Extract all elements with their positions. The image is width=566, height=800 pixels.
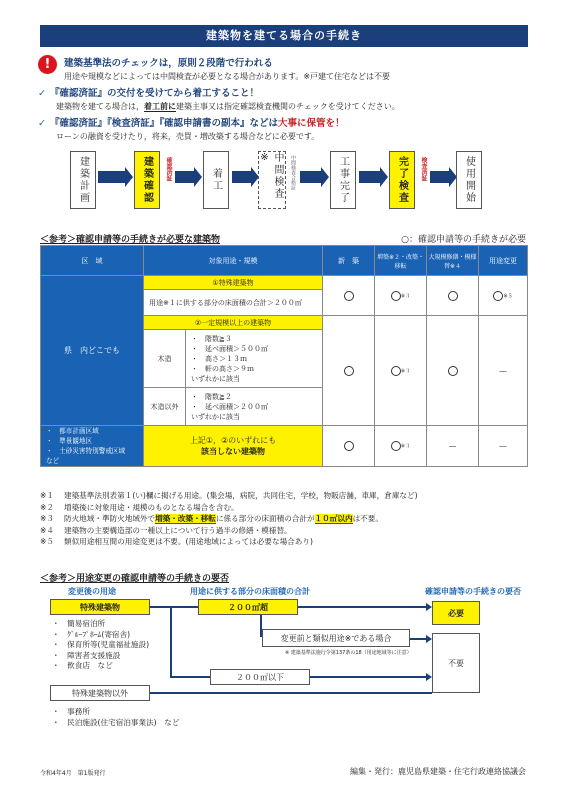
check-icon: ✓ xyxy=(38,118,46,129)
flow-step-start: 着工 xyxy=(203,151,229,209)
h-need: 確認申請等の手続きの要否 xyxy=(425,587,521,596)
cell xyxy=(323,276,375,316)
th-new: 新 築 xyxy=(323,246,375,276)
flow-arrow xyxy=(232,171,252,183)
publisher: 編集・発行：鹿児島県建築・住宅行政連絡協議会 xyxy=(350,767,526,776)
flow-step-interim-inspection: 中間検査※ xyxy=(258,151,286,209)
box-under-200: ２００㎡以下 xyxy=(210,669,310,685)
similar-note: ※ 建築基準法施行令第137条の18（用途地域等に注意） xyxy=(285,650,412,656)
note-3: 防火地域・準防火地域外で増築・改築・移転に係る部分の床面積の合計が１０㎡以内は不要。 xyxy=(64,514,383,524)
area-prefecture: 県 内どこでも xyxy=(41,276,144,426)
note-4: 建築物の主要構造部の一種以上について行う過半の修繕・模様替。 xyxy=(64,525,292,535)
nonwood-label: 木造以外 xyxy=(144,388,186,426)
line xyxy=(150,692,432,694)
th-target: 対象用途・規模 xyxy=(144,246,323,276)
row3-desc: 上記①，②のいずれにも 該当しない建築物 xyxy=(144,426,323,467)
flow-step-complete: 工事完了 xyxy=(330,151,356,209)
cell: ― xyxy=(479,316,528,426)
label-inspection-cert: 検査済証 xyxy=(420,157,427,181)
flow-step-final-inspection: 完了検査 xyxy=(389,151,415,209)
wood-desc: ・ 階数≧３ ・ 延べ面積＞５００㎡ ・ 高さ＞１３ｍ ・ 軒の高さ＞９ｍ いずれかに該当 xyxy=(186,330,323,388)
note-5: 類似用途相互間の用途変更は不要。(用途地域によっては必要な場合あり) xyxy=(64,537,313,547)
cell xyxy=(323,316,375,426)
flow-arrow xyxy=(359,171,381,183)
warning-icon: ! xyxy=(38,55,57,74)
ref2-heading: ＜参考＞用途変更の確認申請等の手続きの要否 xyxy=(40,574,230,584)
line xyxy=(298,606,426,608)
flow-step-use: 使用開始 xyxy=(456,151,482,209)
cell: ― xyxy=(427,426,479,467)
issue-date: 令和4年4月 第1版発行 xyxy=(40,770,106,777)
label-interim-cert: 中間検査合格証 xyxy=(290,155,296,190)
other-list: ・ 事務所 ・ 民泊施設(住宅宿泊事業法) など xyxy=(52,707,180,727)
note-1: 建築基準法別表第１(い)欄に掲げる用途。(集会場，病院，共同住宅，学校，物販店舗，車庫，倉庫など) xyxy=(64,491,418,500)
group-special: ①特殊建築物 xyxy=(144,276,323,290)
th-area: 区 域 xyxy=(41,246,144,276)
line xyxy=(170,676,210,678)
point1-title: 建築基準法のチェックは，原則２段階で行われる xyxy=(64,58,273,69)
point-two-stage-check xyxy=(38,55,528,82)
line xyxy=(150,606,198,608)
th-repair: 大規模修繕・模様替※４ xyxy=(427,246,479,276)
point2-body-post: 建築主事又は指定確認検査機関のチェックを受けてください。 xyxy=(176,102,400,111)
special-list: ・ 簡易宿泊所 ・ ｸﾞﾙｰﾌﾟﾎｰﾑ(寄宿舎) ・ 保育所等(児童福祉施設) ・ 障害者支援施設 ・ 飲食店 など xyxy=(52,619,150,670)
procedure-flow xyxy=(60,145,530,215)
flow-step-plan: 建築計画 xyxy=(70,151,96,209)
check-icon: ✓ xyxy=(38,88,46,99)
wood-label: 木造 xyxy=(144,330,186,388)
flow-step-confirm: 建築確認 xyxy=(134,151,160,209)
cell: ※３ xyxy=(375,276,427,316)
cell xyxy=(323,426,375,467)
notes: ※１ 建築基準法別表第１(い)欄に掲げる用途。(集会場，病院，共同住宅，学校，物販店舗，車庫，倉庫など) ※２ 増築後に対象用途・規模のものとなる場合を含む。 ※３ 防火地域・準防火地域外で増築・改築・移転に係る部分の床面積の合計が１０㎡以内は不要。 ※４ 建築物の主要構造部の一種以上について行う過半の修繕・模様替。 ※５ 類似用途相互間の用途変更は不要。(用途地域によっては必要な場合あり) xyxy=(40,491,418,547)
point2-title: 『確認済証』の交付を受けてから着工すること！ xyxy=(49,88,259,99)
line xyxy=(410,638,426,640)
area-planning: ・ 都市計画区域 ・ 準景観地区 ・ 土砂災害特別警戒区域 など xyxy=(41,426,144,467)
box-over-200: ２００㎡超 xyxy=(198,599,298,615)
th-extension: 増築※２・改築・移転 xyxy=(375,246,427,276)
flow-arrow xyxy=(98,171,126,183)
point3-title-highlight: 大事に保管を！ xyxy=(277,118,345,129)
point-confirm-cert xyxy=(38,85,528,112)
point3-title: 『確認済証』『検査済証』『確認申請書の副本』などは xyxy=(49,118,278,129)
cell xyxy=(427,316,479,426)
row1-desc: 用途※１に供する部分の床面積の合計＞２００㎡ xyxy=(144,290,323,316)
cell: ※３ xyxy=(375,426,427,467)
point1-body: 用途や規模などによっては中間検査が必要となる場合があります。※戸建て住宅などは不要 xyxy=(64,72,391,81)
cell: ※３ xyxy=(375,316,427,426)
box-need: 必要 xyxy=(432,601,480,625)
cell: ― xyxy=(479,426,528,467)
h-area: 用途に供する部分の床面積の合計 xyxy=(190,587,310,596)
flow-arrow xyxy=(300,171,322,183)
ref1-heading: ＜参考＞確認申請等の手続きが必要な建築物 xyxy=(40,235,221,245)
group-large: ②一定規模以上の建築物 xyxy=(144,316,323,330)
th-use-change: 用途変更 xyxy=(479,246,528,276)
note-2: 増築後に対象用途・規模のものとなる場合を含む。 xyxy=(64,502,239,512)
page-title: 建築物を建てる場合の手続き xyxy=(40,25,528,47)
cell: ※５ xyxy=(479,276,528,316)
point2-body-highlight: 着工前に xyxy=(144,102,176,111)
flow-arrow xyxy=(175,171,195,183)
line xyxy=(310,676,426,678)
use-change-diagram xyxy=(40,583,530,733)
box-other: 特殊建築物以外 xyxy=(50,685,150,701)
point3-body: ローンの融資を受けたり，将来，売買・増改築する場合などに必要です。 xyxy=(56,132,320,141)
label-confirm-cert: 確認済証 xyxy=(165,157,172,181)
box-noneed: 不要 xyxy=(432,633,480,693)
box-special: 特殊建築物 xyxy=(50,599,150,615)
line xyxy=(170,606,172,678)
requirement-table xyxy=(40,245,528,467)
box-similar: 変更前と類似用途※である場合 xyxy=(262,629,410,647)
point-keep-documents xyxy=(38,115,528,142)
flow-arrow xyxy=(430,171,450,183)
h-after: 変更後の用途 xyxy=(68,587,116,596)
nonwood-desc: ・ 階数≧２ ・ 延べ面積＞２００㎡ いずれかに該当 xyxy=(186,388,323,426)
cell xyxy=(427,276,479,316)
ref1-legend: ○：確認申請等の手続きが必要 xyxy=(401,235,526,245)
point2-body-pre: 建築物を建てる場合は， xyxy=(56,102,144,111)
